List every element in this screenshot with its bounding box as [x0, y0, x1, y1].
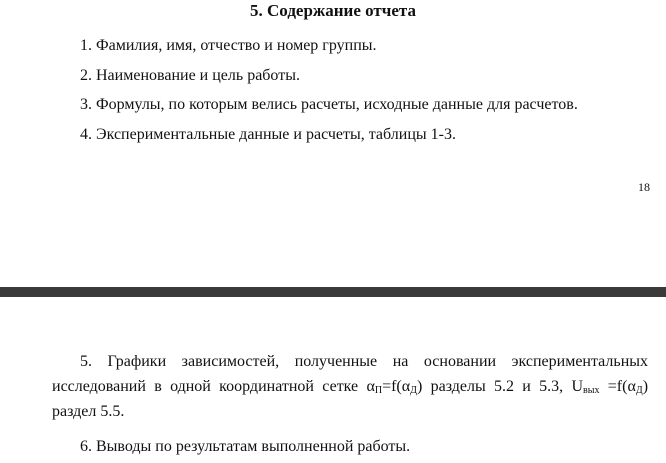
list-item-1: 1. Фамилия, имя, отчество и номер группы. [80, 37, 377, 54]
list-item-3: 3. Формулы, по которым велись расчеты, исходные данные для расчетов. [80, 96, 578, 113]
list-item-2: 2. Наименование и цель работы. [80, 67, 300, 84]
list-item-5-line-1: 5. Графики зависимостей, полученные на основании экспериментальных [80, 353, 648, 370]
page-separator [0, 287, 666, 297]
subscript-d-2: Д [635, 385, 643, 396]
subscript-p: П [374, 385, 383, 396]
section-heading: 5. Содержание отчета [250, 1, 416, 20]
formula-text-a: исследований в одной координатной сетке α [52, 378, 375, 395]
list-item-5 [52, 349, 648, 424]
page-number: 18 [638, 180, 650, 194]
list-item-5-line-2 [52, 374, 648, 399]
list-item-4: 4. Экспериментальные данные и расчеты, таблицы 1-3. [80, 126, 456, 143]
formula-text-c: ) разделы 5.2 и 5.3, U [416, 378, 584, 395]
formula-text-b: =f(α [382, 378, 411, 395]
list-item-6: 6. Выводы по результатам выполненной работы. [80, 438, 411, 455]
list-item-5-line-3: раздел 5.5. [52, 403, 125, 420]
formula-text-d: =f(α [599, 378, 636, 395]
subscript-d: Д [410, 385, 417, 396]
formula-text-e: ) [642, 378, 649, 395]
subscript-out: вых [583, 385, 600, 396]
